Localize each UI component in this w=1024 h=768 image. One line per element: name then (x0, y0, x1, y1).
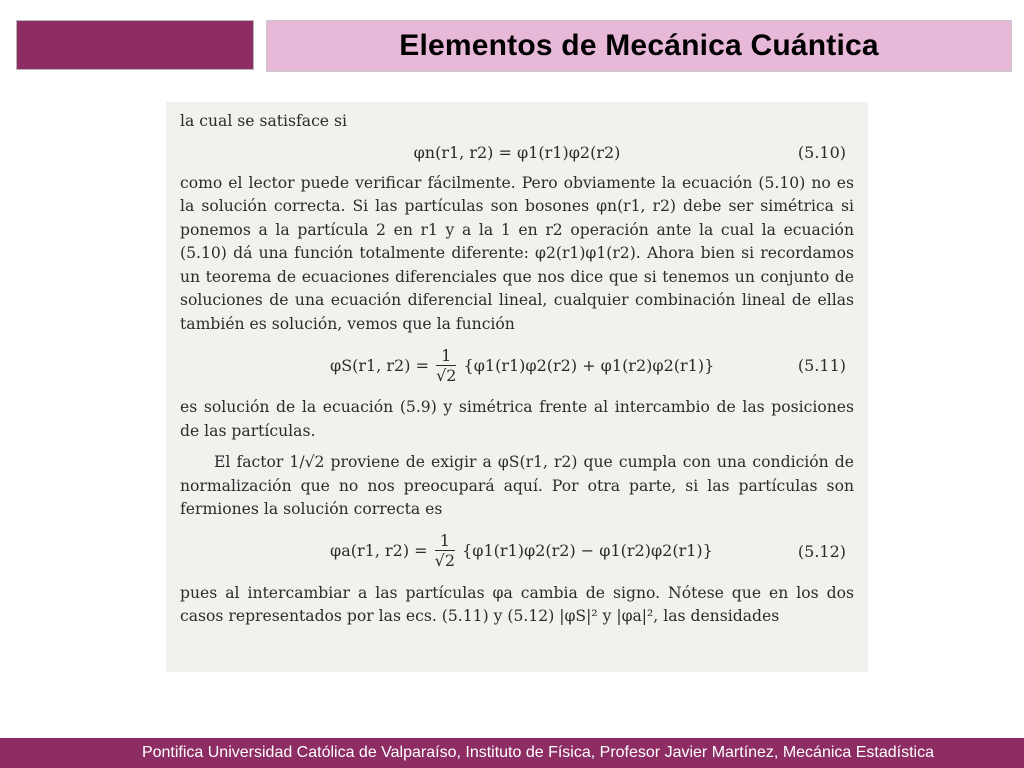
paragraph-4: El factor 1/√2 proviene de exigir a φS(r1, r2) que cumpla con una condición de normalización que no nos preocupará aquí. Por otra parte, si las partículas son fermiones la solución correcta es (180, 453, 854, 518)
equation-number: (5.11) (797, 356, 846, 376)
equation-formula (330, 532, 854, 571)
paragraph-5: pues al intercambiar a las partículas φa cambia de signo. Nótese que en los dos casos representados por las ecs. (5.11) y (5.12) |φS|² y |φa|², las densidades (180, 583, 854, 625)
equation-5-11 (180, 338, 854, 394)
fraction-denominator: √2 (434, 551, 456, 570)
equation-5-10 (180, 136, 854, 170)
fraction-denominator: √2 (436, 365, 457, 385)
paragraph-2: como el lector puede verificar fácilmente. Pero obviamente la ecuación (5.10) no es la solución correcta. Si las partículas son bosones φn(r1, r2) debe ser simétrica si ponemos a la partícula 2 en r1 y a la 1 en r2 operación ante la cual la ecuación (5.10) dá una función totalmente diferente: φ2(r1)φ1(r2). Ahora bien si recordamos un teorema de ecuaciones diferenciales que nos dice que si tenemos un conjunto de soluciones de una ecuación diferencial lineal, cualquier combinación lineal de ellas también es solución, vemos que la función (180, 173, 854, 333)
fraction (436, 347, 456, 386)
equation-number: (5.10) (797, 142, 846, 162)
fraction-numerator: 1 (436, 347, 456, 366)
footer-text: Pontifica Universidad Católica de Valparaíso, Instituto de Física, Profesor Javier Martínez, Mecánica Estadística (141, 744, 934, 761)
equation-lhs: φS(r1, r2) = (330, 355, 429, 375)
fraction (435, 532, 455, 571)
slide-title: Elementos de Mecánica Cuántica (399, 29, 879, 62)
fraction-numerator: 1 (435, 532, 455, 551)
equation-formula (330, 347, 854, 386)
equation-lhs: φa(r1, r2) = (330, 541, 428, 560)
scanned-page (166, 102, 868, 672)
accent-block (16, 20, 254, 70)
title-bar (266, 20, 1012, 72)
paragraph-1: la cual se satisface si (180, 112, 347, 130)
equation-rhs: {φ1(r1)φ2(r2) − φ1(r2)φ2(r1)} (462, 541, 713, 560)
equation-formula: φn(r1, r2) = φ1(r1)φ2(r2) (413, 142, 621, 162)
equation-5-12 (180, 524, 854, 580)
paragraph-3: es solución de la ecuación (5.9) y simétrica frente al intercambio de las posiciones de las partículas. (180, 398, 854, 440)
footer-bar (0, 738, 1024, 768)
equation-number: (5.12) (797, 541, 846, 561)
equation-rhs: {φ1(r1)φ2(r2) + φ1(r2)φ2(r1)} (463, 355, 715, 375)
